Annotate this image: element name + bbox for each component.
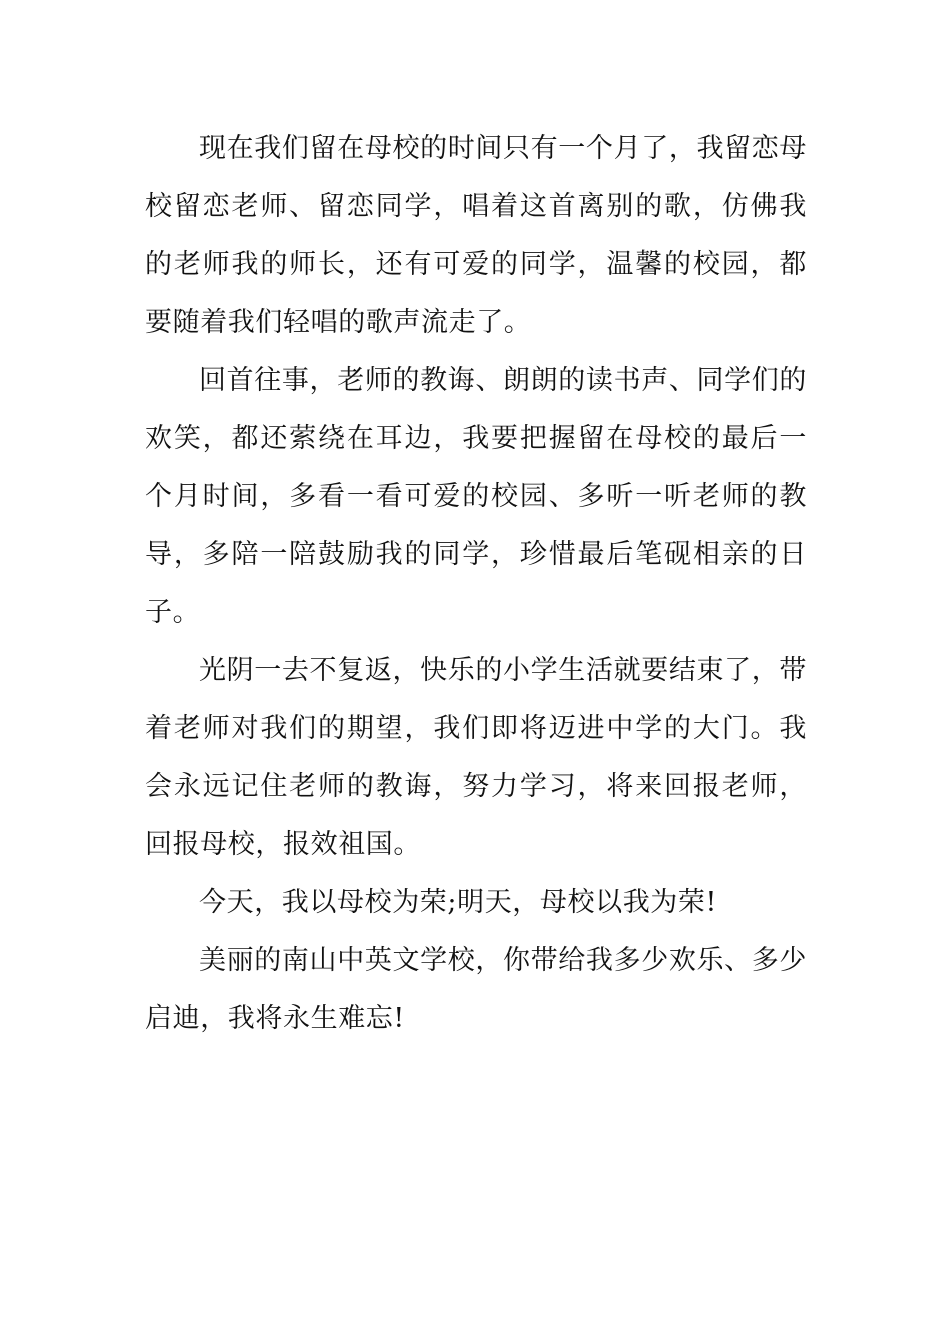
paragraph-5: 美丽的南山中英文学校，你带给我多少欢乐、多少启迪，我将永生难忘! [145,945,807,1034]
paragraph-4: 今天，我以母校为荣;明天，母校以我为荣! [199,887,717,918]
document-body [145,120,807,1048]
paragraph-3: 光阴一去不复返，快乐的小学生活就要结束了，带着老师对我们的期望，我们即将迈进中学的大门。我会永远记住老师的教诲，努力学习，将来回报老师，回报母校，报效祖国。 [145,655,807,860]
paragraph-1: 现在我们留在母校的时间只有一个月了，我留恋母校留恋老师、留恋同学，唱着这首离别的歌，仿佛我的老师我的师长，还有可爱的同学，温馨的校园，都要随着我们轻唱的歌声流走了。 [145,133,807,338]
paragraph-2: 回首往事，老师的教诲、朗朗的读书声、同学们的欢笑，都还萦绕在耳边，我要把握留在母校的最后一个月时间，多看一看可爱的校园、多听一听老师的教导，多陪一陪鼓励我的同学，珍惜最后笔砚相亲的日子。 [145,365,807,628]
